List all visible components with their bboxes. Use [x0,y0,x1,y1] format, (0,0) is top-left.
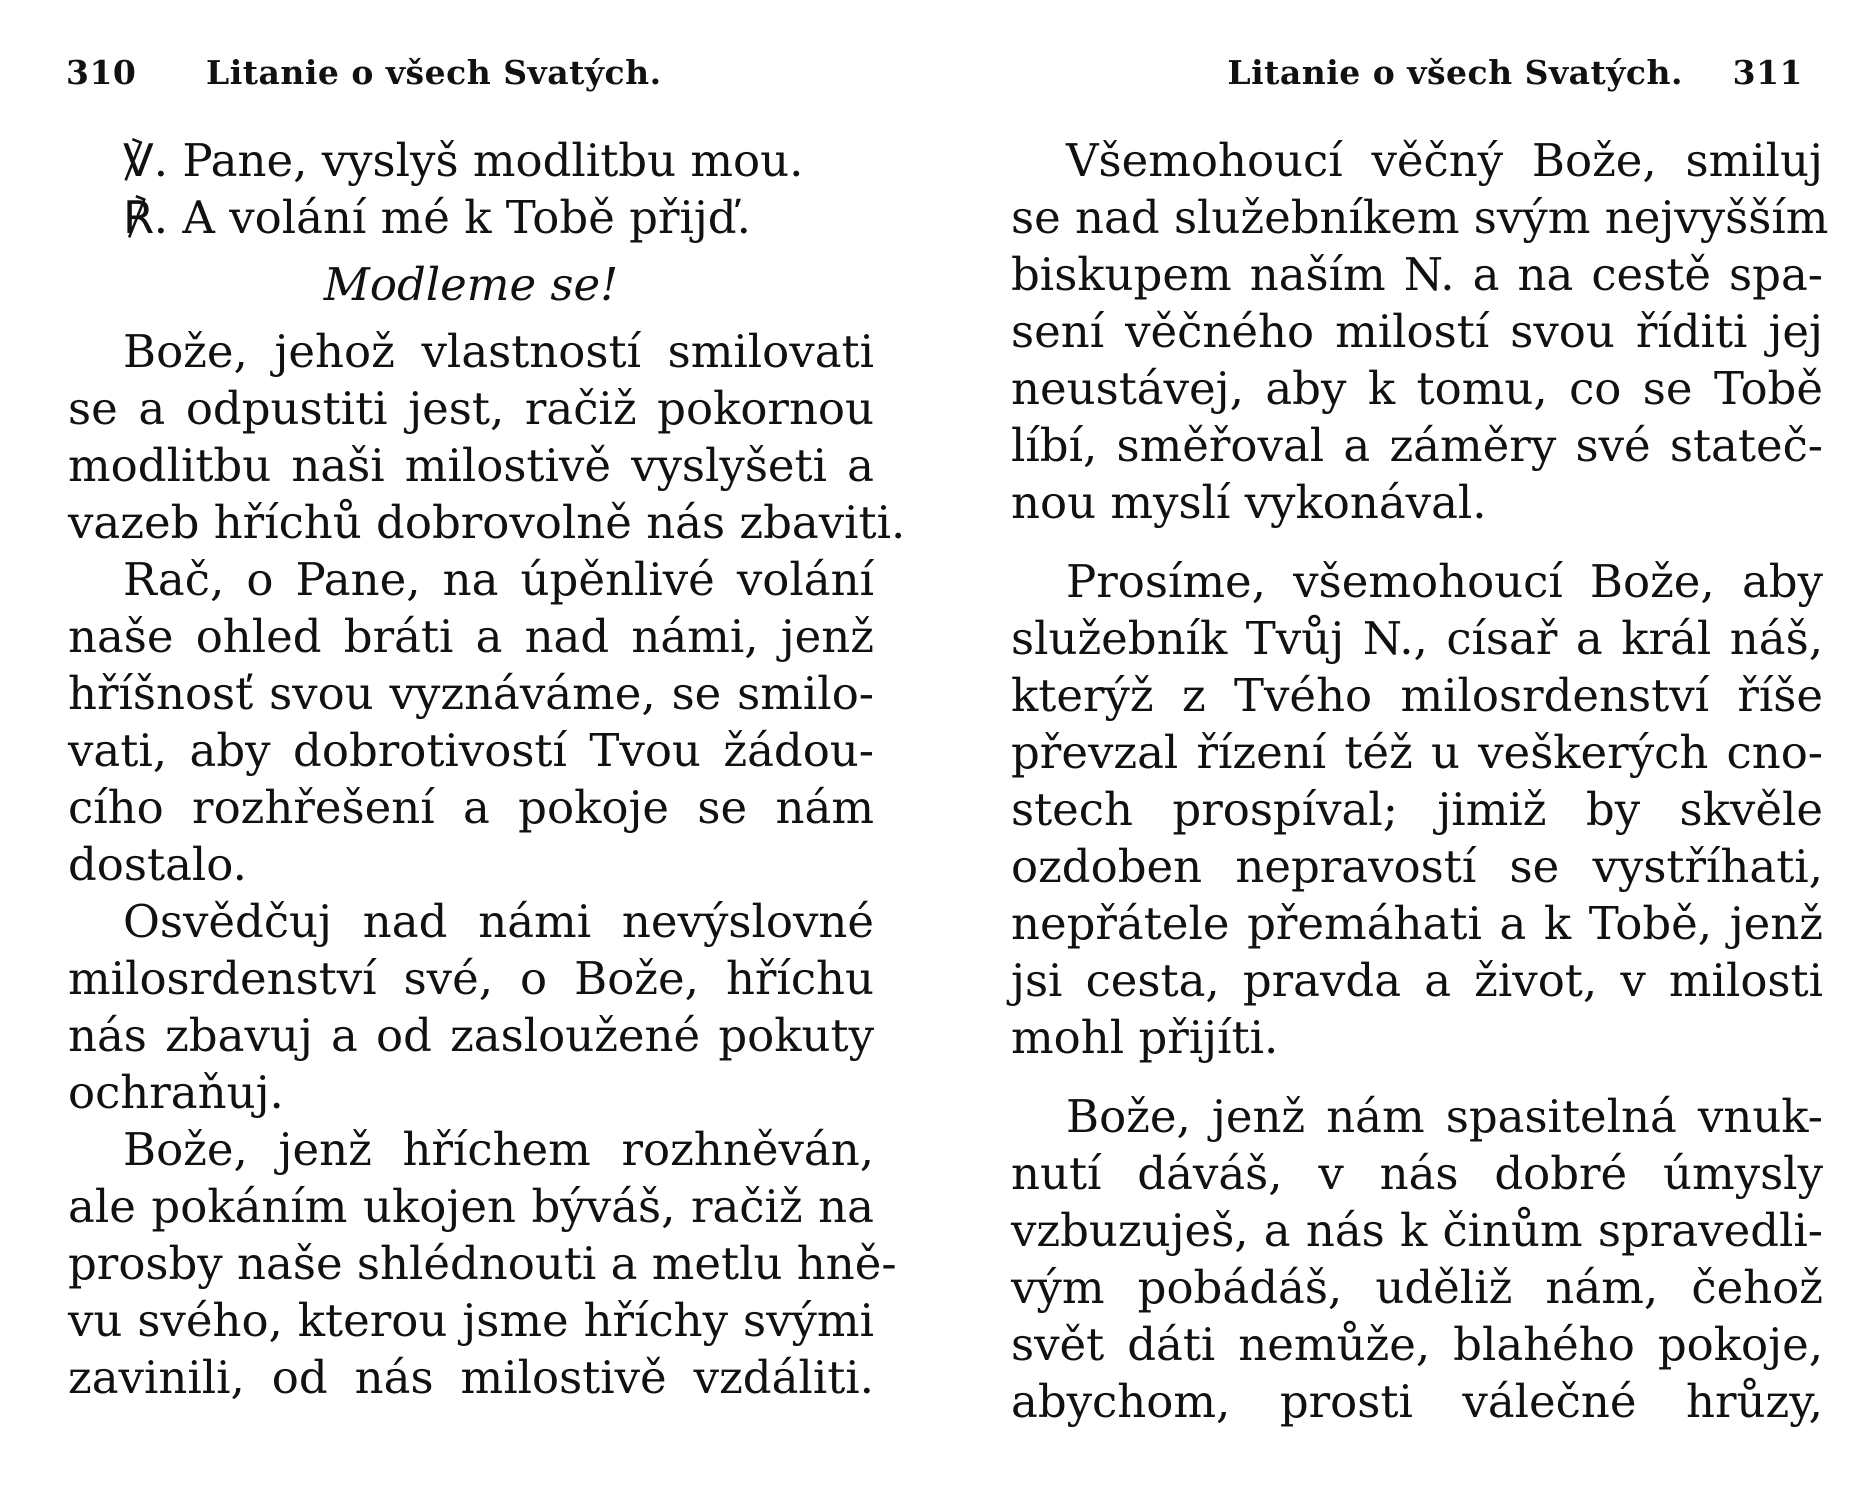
text-line: milosrdenství své, o Bože, hříchu [68,952,874,1005]
text-line: abychom, prosti válečné hrůzy, [1011,1375,1823,1428]
text-line: hříšnosť svou vyznáváme, se smilo- [68,667,874,720]
response-line: ℟. A volání mé k Tobě přijď. [123,191,751,244]
text-line: nutí dáváš, v nás dobré úmysly [1011,1147,1823,1200]
text-line: vzbuzuješ, a nás k činům spravedli- [1011,1204,1823,1257]
text-line: svět dáti nemůže, blahého pokoje, [1011,1318,1823,1371]
text-line: Bože, jehož vlastností smilovati [123,325,874,378]
text-line: ozdoben nepravostí se vystříhati, [1011,840,1823,893]
left-running-head [66,48,866,98]
text-line: líbí, směřoval a záměry své stateč- [1011,419,1823,472]
text-line: mohl přijíti. [1011,1011,1279,1064]
text-line: prosby naše shlédnouti a metlu hně- [68,1237,897,1290]
right-page-number: 311 [1732,53,1803,92]
text-line: ale pokáním ukojen býváš, račiž na [68,1180,874,1233]
right-running-title: Litanie o všech Svatých. [1227,53,1683,92]
text-line: vu svého, kterou jsme hříchy svými [68,1294,874,1347]
text-line: ochraňuj. [68,1066,284,1119]
left-text-block [68,132,906,1406]
text-line: převzal řízení též u veškerých cno- [1011,726,1823,779]
text-line: Rač, o Pane, na úpěnlivé volání [123,553,874,606]
text-line: služebník Tvůj N., císař a král náš, [1011,612,1823,665]
text-line: modlitbu naši milostivě vyslyšeti a [68,439,874,492]
left-page-number: 310 [66,53,137,92]
text-line: jsi cesta, pravda a život, v milosti [1011,954,1823,1007]
text-line: Prosíme, všemohoucí Bože, aby [1066,555,1823,608]
text-line: cího rozhřešení a pokoje se nám [68,781,874,834]
text-line: Všemohoucí věčný Bože, smiluj [1066,134,1823,187]
text-line: stech prospíval; jimiž by skvěle [1011,783,1823,836]
text-line: nás zbavuj a od zasloužené pokuty [68,1009,874,1062]
right-text-block [1011,132,1829,1430]
right-page [931,0,1862,1500]
text-line: zavinili, od nás milostivě vzdáliti. [68,1351,874,1404]
text-line: nou myslí vykonával. [1011,476,1487,529]
text-line: Bože, jenž hříchem rozhněván, [123,1123,874,1176]
text-line: kterýž z Tvého milosrdenství říše [1011,669,1823,722]
text-line: sení věčného milostí svou říditi jej [1011,305,1823,358]
versicle-line: ℣. Pane, vyslyš modlitbu mou. [123,134,804,187]
right-running-head [1171,48,1803,98]
text-line: neustávej, aby k tomu, co se Tobě [1011,362,1823,415]
text-line: vým pobádáš, uděliž nám, čehož [1011,1261,1823,1314]
text-line: Bože, jenž nám spasitelná vnuk- [1066,1090,1823,1143]
text-line: nepřátele přemáhati a k Tobě, jenž [1011,897,1823,950]
prayer-heading: Modleme se! [323,258,619,311]
text-line: naše ohled bráti a nad námi, jenž [68,610,874,663]
text-line: Osvědčuj nad námi nevýslovné [123,895,874,948]
text-line: vazeb hříchů dobrovolně nás zbaviti. [68,496,906,549]
text-line: biskupem naším N. a na cestě spa- [1011,248,1823,301]
text-line: dostalo. [68,838,247,891]
text-line: se nad služebníkem svým nejvyšším [1011,191,1829,244]
left-running-title: Litanie o všech Svatých. [206,53,662,92]
text-line: se a odpustiti jest, račiž pokornou [68,382,874,435]
text-line: vati, aby dobrotivostí Tvou žádou- [68,724,874,777]
